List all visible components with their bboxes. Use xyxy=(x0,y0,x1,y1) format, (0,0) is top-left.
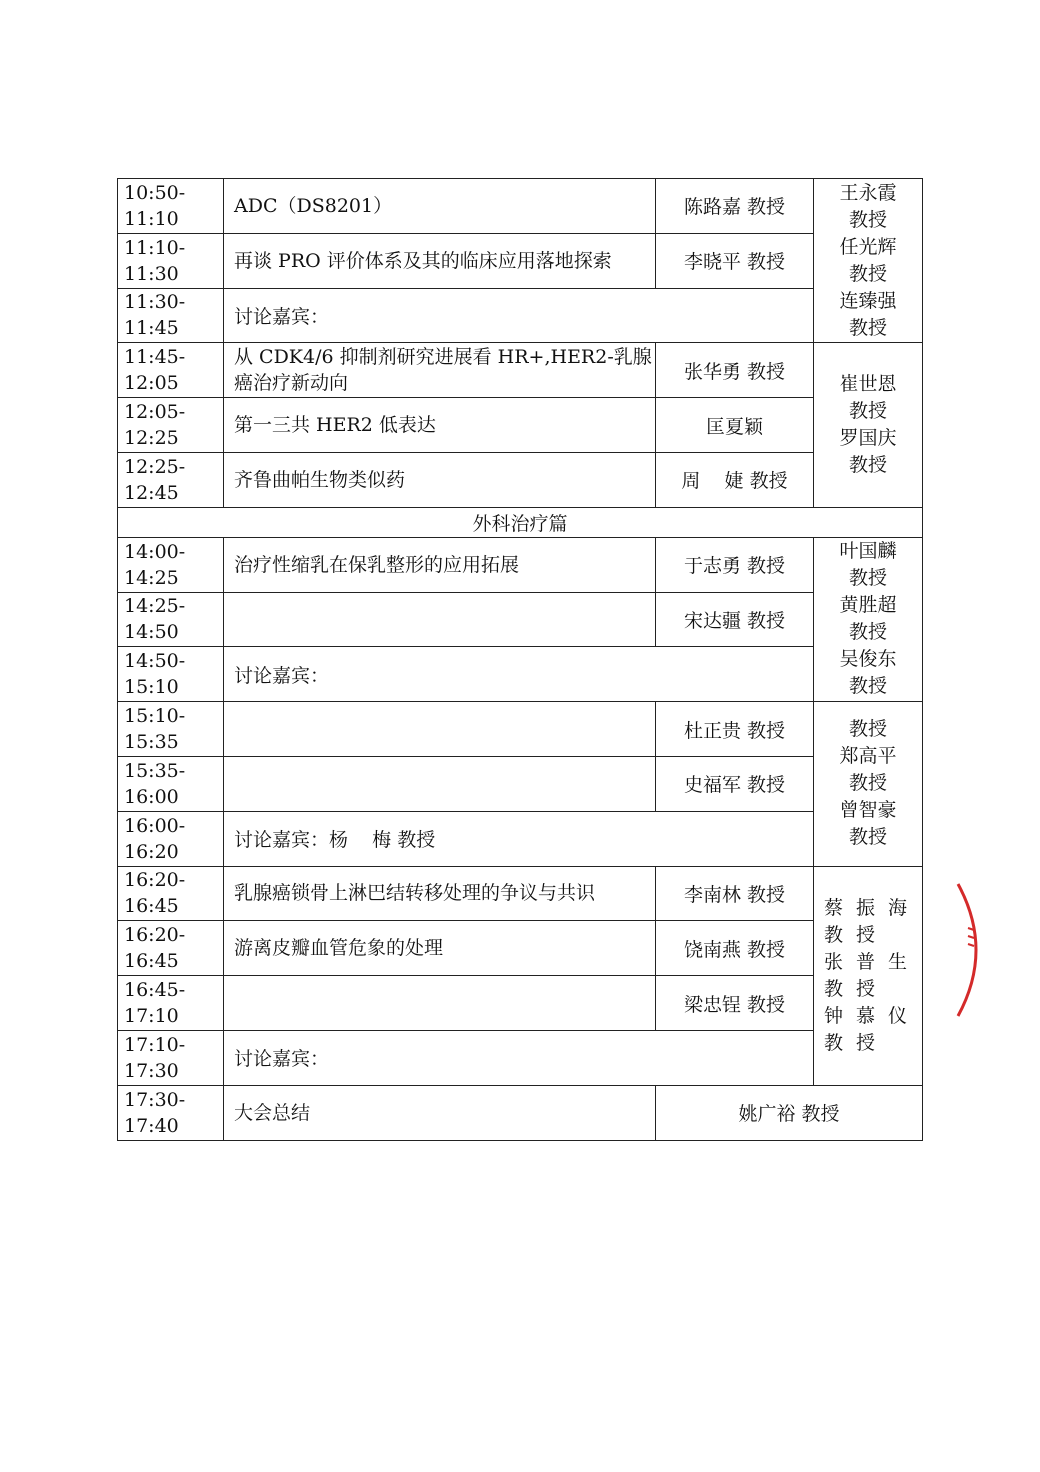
seal-stamp xyxy=(950,880,988,1020)
topic-cell xyxy=(224,702,656,757)
time-cell: 17:10- 17:30 xyxy=(118,1030,224,1085)
speaker-cell: 李晓平 教授 xyxy=(656,233,814,288)
schedule-table xyxy=(117,178,923,1141)
chair-line: 教授 xyxy=(848,718,887,741)
chair-line: 连臻强 xyxy=(839,289,897,312)
schedule-row xyxy=(118,288,923,343)
chair-line: 教授 xyxy=(848,675,887,698)
schedule-row xyxy=(118,702,923,757)
chair-line: 教授 xyxy=(848,208,887,231)
schedule-row xyxy=(118,398,923,453)
schedule-row xyxy=(118,866,923,921)
chair-line: 教授 xyxy=(848,621,887,644)
chair-line: 教授 xyxy=(848,454,887,477)
time-cell: 11:30- 11:45 xyxy=(118,288,224,343)
topic-cell: 齐鲁曲帕生物类似药 xyxy=(224,452,656,507)
schedule-row xyxy=(118,1030,923,1085)
topic-cell: 第一三共 HER2 低表达 xyxy=(224,398,656,453)
speaker-cell: 梁忠锃 教授 xyxy=(656,976,814,1031)
topic-cell: ADC（DS8201） xyxy=(224,179,656,234)
time-cell: 10:50- 11:10 xyxy=(118,179,224,234)
schedule-row xyxy=(118,592,923,647)
speaker-cell: 陈路嘉 教授 xyxy=(656,179,814,234)
discussion-cell: 讨论嘉宾：杨 梅 教授 xyxy=(224,811,814,866)
time-cell: 17:30- 17:40 xyxy=(118,1085,224,1140)
chair-line: 钟慕仪 xyxy=(824,1004,921,1027)
chairs-cell xyxy=(814,179,923,343)
schedule-row xyxy=(118,921,923,976)
speaker-cell: 于志勇 教授 xyxy=(656,537,814,592)
chairs-cell xyxy=(814,702,923,866)
topic-cell: 从 CDK4/6 抑制剂研究进展看 HR+,HER2-乳腺癌治疗新动向 xyxy=(224,343,656,398)
time-cell: 16:20- 16:45 xyxy=(118,921,224,976)
schedule-row xyxy=(118,756,923,811)
chair-line: 吴俊东 xyxy=(839,648,897,671)
schedule-row xyxy=(118,537,923,592)
time-cell: 15:35- 16:00 xyxy=(118,756,224,811)
speaker-cell: 饶南燕 教授 xyxy=(656,921,814,976)
chair-line: 教授 xyxy=(848,316,887,339)
chair-line: 王永霞 xyxy=(839,181,897,204)
time-cell: 16:45- 17:10 xyxy=(118,976,224,1031)
speaker-cell: 史福军 教授 xyxy=(656,756,814,811)
chair-line: 教授 xyxy=(824,977,889,1000)
topic-cell: 游离皮瓣血管危象的处理 xyxy=(224,921,656,976)
topic-cell xyxy=(224,976,656,1031)
chair-line: 崔世恩 xyxy=(839,373,897,396)
chair-line: 张普生 xyxy=(824,950,921,973)
chair-line: 教授 xyxy=(848,400,887,423)
topic-cell xyxy=(224,756,656,811)
schedule-row xyxy=(118,452,923,507)
chair-line: 罗国庆 xyxy=(839,427,897,450)
chair-line: 教授 xyxy=(848,772,887,795)
chairs-cell xyxy=(814,866,923,1085)
chair-line: 黄胜超 xyxy=(839,594,897,617)
chair-line: 蔡振海 xyxy=(824,896,921,919)
time-cell: 16:00- 16:20 xyxy=(118,811,224,866)
section-heading: 外科治疗篇 xyxy=(118,507,923,537)
topic-cell: 大会总结 xyxy=(224,1085,656,1140)
time-cell: 16:20- 16:45 xyxy=(118,866,224,921)
speaker-cell: 匡夏颖 xyxy=(656,398,814,453)
chair-line: 教授 xyxy=(824,1031,889,1054)
discussion-cell: 讨论嘉宾： xyxy=(224,647,814,702)
chair-line: 教授 xyxy=(824,923,889,946)
speaker-cell: 周 婕 教授 xyxy=(656,452,814,507)
chair-line: 郑高平 xyxy=(839,745,897,768)
chairs-cell xyxy=(814,537,923,701)
time-cell: 11:45- 12:05 xyxy=(118,343,224,398)
schedule-row xyxy=(118,976,923,1031)
topic-cell: 治疗性缩乳在保乳整形的应用拓展 xyxy=(224,537,656,592)
time-cell: 12:05- 12:25 xyxy=(118,398,224,453)
schedule-row xyxy=(118,647,923,702)
discussion-cell: 讨论嘉宾： xyxy=(224,288,814,343)
topic-cell: 乳腺癌锁骨上淋巴结转移处理的争议与共识 xyxy=(224,866,656,921)
topic-cell xyxy=(224,592,656,647)
schedule-row xyxy=(118,233,923,288)
speaker-cell: 杜正贵 教授 xyxy=(656,702,814,757)
discussion-cell: 讨论嘉宾： xyxy=(224,1030,814,1085)
time-cell: 14:00- 14:25 xyxy=(118,537,224,592)
schedule-row xyxy=(118,343,923,398)
chair-line: 教授 xyxy=(848,262,887,285)
chair-line: 教授 xyxy=(848,826,887,849)
chair-line: 曾智豪 xyxy=(839,799,897,822)
speaker-cell: 宋达疆 教授 xyxy=(656,592,814,647)
chair-line: 叶国麟 xyxy=(839,540,897,563)
schedule-row xyxy=(118,811,923,866)
time-cell: 15:10- 15:35 xyxy=(118,702,224,757)
schedule-row xyxy=(118,1085,923,1140)
speaker-cell: 姚广裕 教授 xyxy=(656,1085,923,1140)
time-cell: 14:25- 14:50 xyxy=(118,592,224,647)
speaker-cell: 张华勇 教授 xyxy=(656,343,814,398)
schedule-row xyxy=(118,179,923,234)
chair-line: 教授 xyxy=(848,567,887,590)
time-cell: 14:50- 15:10 xyxy=(118,647,224,702)
chair-line: 任光辉 xyxy=(839,235,897,258)
time-cell: 12:25- 12:45 xyxy=(118,452,224,507)
speaker-cell: 李南林 教授 xyxy=(656,866,814,921)
chairs-cell xyxy=(814,343,923,507)
topic-cell: 再谈 PRO 评价体系及其的临床应用落地探索 xyxy=(224,233,656,288)
section-row xyxy=(118,507,923,537)
time-cell: 11:10- 11:30 xyxy=(118,233,224,288)
